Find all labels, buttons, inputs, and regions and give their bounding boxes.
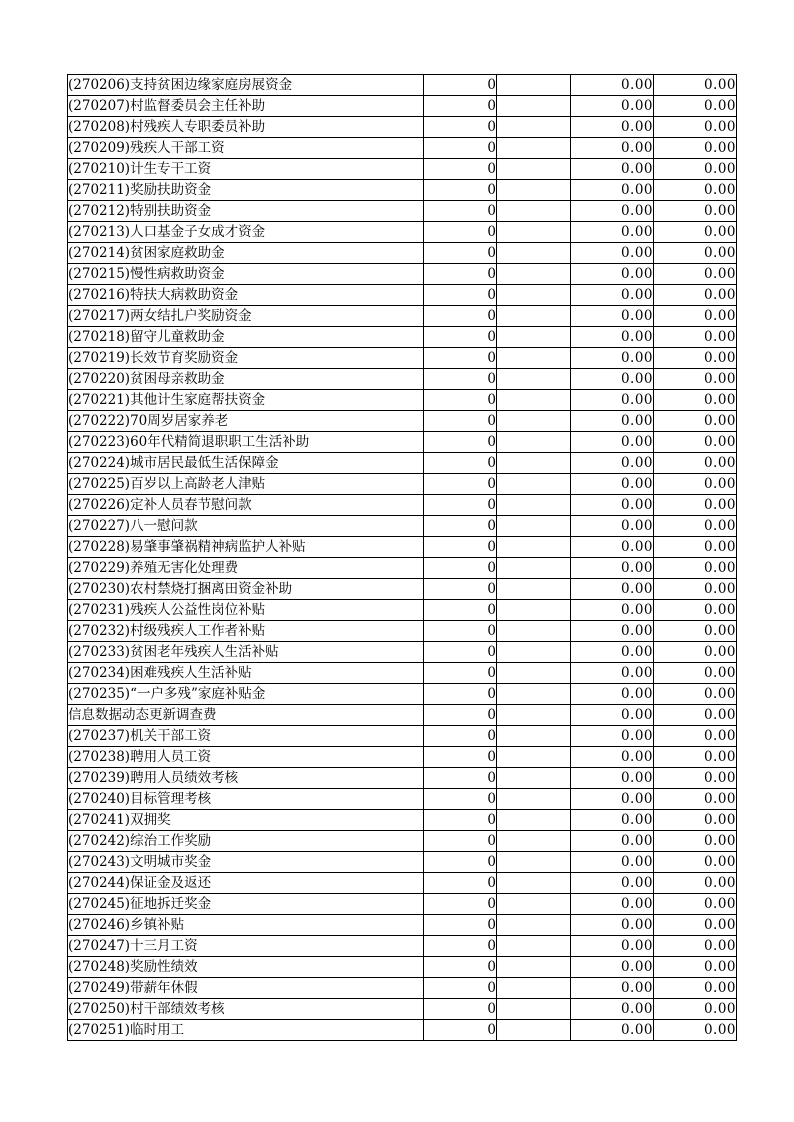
amount-cell-2: 0.00 [654, 474, 737, 495]
amount-cell-2: 0.00 [654, 138, 737, 159]
item-name-cell: (270241)双拥奖 [68, 810, 424, 831]
count-cell: 0 [424, 852, 497, 873]
item-name-cell: (270225)百岁以上高龄老人津贴 [68, 474, 424, 495]
blank-cell [497, 453, 571, 474]
count-cell: 0 [424, 222, 497, 243]
amount-cell: 0.00 [571, 726, 654, 747]
amount-cell: 0.00 [571, 117, 654, 138]
amount-cell-2: 0.00 [654, 243, 737, 264]
item-name-cell: (270251)临时用工 [68, 1020, 424, 1041]
count-cell: 0 [424, 873, 497, 894]
amount-cell-2: 0.00 [654, 117, 737, 138]
amount-cell: 0.00 [571, 201, 654, 222]
table-row [68, 579, 737, 600]
table-row [68, 1020, 737, 1041]
table-row [68, 663, 737, 684]
amount-cell: 0.00 [571, 516, 654, 537]
table-row [68, 684, 737, 705]
table-row [68, 243, 737, 264]
table-row [68, 747, 737, 768]
count-cell: 0 [424, 768, 497, 789]
blank-cell [497, 306, 571, 327]
amount-cell: 0.00 [571, 537, 654, 558]
table-row [68, 537, 737, 558]
table-row [68, 453, 737, 474]
budget-table [67, 74, 737, 1041]
item-name-cell: (270212)特别扶助资金 [68, 201, 424, 222]
amount-cell: 0.00 [571, 558, 654, 579]
count-cell: 0 [424, 306, 497, 327]
item-name-cell: (270227)八一慰问款 [68, 516, 424, 537]
amount-cell-2: 0.00 [654, 726, 737, 747]
blank-cell [497, 96, 571, 117]
amount-cell: 0.00 [571, 75, 654, 96]
count-cell: 0 [424, 243, 497, 264]
item-name-cell: (270235)“一户多残”家庭补贴金 [68, 684, 424, 705]
amount-cell-2: 0.00 [654, 495, 737, 516]
amount-cell-2: 0.00 [654, 75, 737, 96]
count-cell: 0 [424, 957, 497, 978]
count-cell: 0 [424, 831, 497, 852]
amount-cell-2: 0.00 [654, 264, 737, 285]
table-row [68, 138, 737, 159]
amount-cell: 0.00 [571, 936, 654, 957]
count-cell: 0 [424, 621, 497, 642]
blank-cell [497, 516, 571, 537]
amount-cell: 0.00 [571, 810, 654, 831]
amount-cell-2: 0.00 [654, 306, 737, 327]
count-cell: 0 [424, 789, 497, 810]
blank-cell [497, 495, 571, 516]
item-name-cell: (270249)带薪年休假 [68, 978, 424, 999]
item-name-cell: (270214)贫困家庭救助金 [68, 243, 424, 264]
amount-cell-2: 0.00 [654, 978, 737, 999]
amount-cell: 0.00 [571, 600, 654, 621]
item-name-cell: (270211)奖励扶助资金 [68, 180, 424, 201]
count-cell: 0 [424, 138, 497, 159]
amount-cell: 0.00 [571, 957, 654, 978]
table-row [68, 369, 737, 390]
amount-cell: 0.00 [571, 789, 654, 810]
count-cell: 0 [424, 663, 497, 684]
item-name-cell: (270217)两女结扎户奖励资金 [68, 306, 424, 327]
amount-cell: 0.00 [571, 852, 654, 873]
amount-cell: 0.00 [571, 894, 654, 915]
item-name-cell: (270232)村级残疾人工作者补贴 [68, 621, 424, 642]
amount-cell-2: 0.00 [654, 222, 737, 243]
amount-cell-2: 0.00 [654, 516, 737, 537]
blank-cell [497, 285, 571, 306]
item-name-cell: (270239)聘用人员绩效考核 [68, 768, 424, 789]
blank-cell [497, 264, 571, 285]
table-row [68, 789, 737, 810]
table-row [68, 327, 737, 348]
table-row [68, 432, 737, 453]
table-row [68, 159, 737, 180]
table-row [68, 117, 737, 138]
table-row [68, 516, 737, 537]
amount-cell-2: 0.00 [654, 159, 737, 180]
amount-cell: 0.00 [571, 159, 654, 180]
count-cell: 0 [424, 96, 497, 117]
count-cell: 0 [424, 453, 497, 474]
count-cell: 0 [424, 180, 497, 201]
amount-cell: 0.00 [571, 138, 654, 159]
item-name-cell: (270208)村残疾人专职委员补助 [68, 117, 424, 138]
table-row [68, 474, 737, 495]
amount-cell: 0.00 [571, 999, 654, 1020]
amount-cell-2: 0.00 [654, 201, 737, 222]
amount-cell-2: 0.00 [654, 453, 737, 474]
amount-cell-2: 0.00 [654, 999, 737, 1020]
blank-cell [497, 915, 571, 936]
count-cell: 0 [424, 264, 497, 285]
count-cell: 0 [424, 516, 497, 537]
amount-cell: 0.00 [571, 306, 654, 327]
item-name-cell: (270218)留守儿童救助金 [68, 327, 424, 348]
count-cell: 0 [424, 432, 497, 453]
blank-cell [497, 768, 571, 789]
blank-cell [497, 327, 571, 348]
item-name-cell: (270245)征地拆迁奖金 [68, 894, 424, 915]
amount-cell-2: 0.00 [654, 789, 737, 810]
blank-cell [497, 831, 571, 852]
amount-cell: 0.00 [571, 831, 654, 852]
amount-cell: 0.00 [571, 285, 654, 306]
count-cell: 0 [424, 474, 497, 495]
table-row [68, 495, 737, 516]
item-name-cell: 信息数据动态更新调查费 [68, 705, 424, 726]
count-cell: 0 [424, 999, 497, 1020]
amount-cell-2: 0.00 [654, 810, 737, 831]
blank-cell [497, 201, 571, 222]
item-name-cell: (270228)易肇事肇祸精神病监护人补贴 [68, 537, 424, 558]
blank-cell [497, 852, 571, 873]
table-row [68, 810, 737, 831]
item-name-cell: (270237)机关干部工资 [68, 726, 424, 747]
amount-cell: 0.00 [571, 474, 654, 495]
blank-cell [497, 705, 571, 726]
count-cell: 0 [424, 747, 497, 768]
count-cell: 0 [424, 117, 497, 138]
amount-cell-2: 0.00 [654, 936, 737, 957]
item-name-cell: (270219)长效节育奖励资金 [68, 348, 424, 369]
blank-cell [497, 936, 571, 957]
blank-cell [497, 621, 571, 642]
blank-cell [497, 726, 571, 747]
item-name-cell: (270229)养殖无害化处理费 [68, 558, 424, 579]
table-row [68, 894, 737, 915]
count-cell: 0 [424, 726, 497, 747]
blank-cell [497, 222, 571, 243]
blank-cell [497, 390, 571, 411]
item-name-cell: (270213)人口基金子女成才资金 [68, 222, 424, 243]
count-cell: 0 [424, 894, 497, 915]
count-cell: 0 [424, 915, 497, 936]
table-row [68, 411, 737, 432]
blank-cell [497, 1020, 571, 1041]
count-cell: 0 [424, 369, 497, 390]
item-name-cell: (270238)聘用人员工资 [68, 747, 424, 768]
item-name-cell: (270206)支持贫困边缘家庭房展资金 [68, 75, 424, 96]
blank-cell [497, 684, 571, 705]
item-name-cell: (270234)困难残疾人生活补贴 [68, 663, 424, 684]
item-name-cell: (270209)残疾人干部工资 [68, 138, 424, 159]
amount-cell: 0.00 [571, 369, 654, 390]
table-row [68, 348, 737, 369]
blank-cell [497, 957, 571, 978]
amount-cell: 0.00 [571, 579, 654, 600]
table-row [68, 936, 737, 957]
table-row [68, 642, 737, 663]
blank-cell [497, 894, 571, 915]
amount-cell-2: 0.00 [654, 852, 737, 873]
item-name-cell: (270215)慢性病救助资金 [68, 264, 424, 285]
count-cell: 0 [424, 558, 497, 579]
table-row [68, 390, 737, 411]
amount-cell-2: 0.00 [654, 558, 737, 579]
blank-cell [497, 117, 571, 138]
table-row [68, 75, 737, 96]
blank-cell [497, 579, 571, 600]
table-row [68, 852, 737, 873]
count-cell: 0 [424, 285, 497, 306]
count-cell: 0 [424, 390, 497, 411]
table-row [68, 705, 737, 726]
amount-cell: 0.00 [571, 432, 654, 453]
table-row [68, 600, 737, 621]
count-cell: 0 [424, 579, 497, 600]
amount-cell: 0.00 [571, 180, 654, 201]
count-cell: 0 [424, 495, 497, 516]
item-name-cell: (270240)目标管理考核 [68, 789, 424, 810]
blank-cell [497, 978, 571, 999]
amount-cell: 0.00 [571, 978, 654, 999]
table-row [68, 621, 737, 642]
amount-cell-2: 0.00 [654, 348, 737, 369]
amount-cell-2: 0.00 [654, 873, 737, 894]
table-row [68, 222, 737, 243]
blank-cell [497, 600, 571, 621]
blank-cell [497, 663, 571, 684]
table-row [68, 999, 737, 1020]
table-row [68, 201, 737, 222]
table-row [68, 285, 737, 306]
table-row [68, 978, 737, 999]
blank-cell [497, 642, 571, 663]
blank-cell [497, 474, 571, 495]
amount-cell: 0.00 [571, 348, 654, 369]
amount-cell-2: 0.00 [654, 768, 737, 789]
amount-cell: 0.00 [571, 621, 654, 642]
item-name-cell: (270224)城市居民最低生活保障金 [68, 453, 424, 474]
amount-cell-2: 0.00 [654, 915, 737, 936]
amount-cell: 0.00 [571, 873, 654, 894]
table-row [68, 873, 737, 894]
blank-cell [497, 180, 571, 201]
amount-cell-2: 0.00 [654, 705, 737, 726]
amount-cell-2: 0.00 [654, 957, 737, 978]
amount-cell: 0.00 [571, 390, 654, 411]
item-name-cell: (270221)其他计生家庭帮扶资金 [68, 390, 424, 411]
table-body [68, 75, 737, 1041]
amount-cell-2: 0.00 [654, 180, 737, 201]
count-cell: 0 [424, 201, 497, 222]
count-cell: 0 [424, 600, 497, 621]
item-name-cell: (270248)奖励性绩效 [68, 957, 424, 978]
table-row [68, 180, 737, 201]
amount-cell-2: 0.00 [654, 894, 737, 915]
table-row [68, 957, 737, 978]
blank-cell [497, 75, 571, 96]
item-name-cell: (270222)70周岁居家养老 [68, 411, 424, 432]
amount-cell-2: 0.00 [654, 642, 737, 663]
blank-cell [497, 873, 571, 894]
count-cell: 0 [424, 978, 497, 999]
amount-cell: 0.00 [571, 684, 654, 705]
table-row [68, 726, 737, 747]
item-name-cell: (270210)计生专干工资 [68, 159, 424, 180]
blank-cell [497, 747, 571, 768]
blank-cell [497, 999, 571, 1020]
amount-cell-2: 0.00 [654, 831, 737, 852]
amount-cell: 0.00 [571, 747, 654, 768]
count-cell: 0 [424, 537, 497, 558]
count-cell: 0 [424, 810, 497, 831]
blank-cell [497, 810, 571, 831]
count-cell: 0 [424, 411, 497, 432]
item-name-cell: (270242)综治工作奖励 [68, 831, 424, 852]
blank-cell [497, 138, 571, 159]
blank-cell [497, 432, 571, 453]
count-cell: 0 [424, 642, 497, 663]
item-name-cell: (270243)文明城市奖金 [68, 852, 424, 873]
blank-cell [497, 537, 571, 558]
count-cell: 0 [424, 684, 497, 705]
item-name-cell: (270247)十三月工资 [68, 936, 424, 957]
amount-cell: 0.00 [571, 915, 654, 936]
blank-cell [497, 558, 571, 579]
amount-cell: 0.00 [571, 663, 654, 684]
count-cell: 0 [424, 75, 497, 96]
table-row [68, 558, 737, 579]
blank-cell [497, 369, 571, 390]
amount-cell-2: 0.00 [654, 327, 737, 348]
table-row [68, 915, 737, 936]
amount-cell-2: 0.00 [654, 1020, 737, 1041]
item-name-cell: (270246)乡镇补贴 [68, 915, 424, 936]
item-name-cell: (270230)农村禁烧打捆离田资金补助 [68, 579, 424, 600]
amount-cell-2: 0.00 [654, 663, 737, 684]
amount-cell-2: 0.00 [654, 285, 737, 306]
amount-cell: 0.00 [571, 327, 654, 348]
table-row [68, 264, 737, 285]
amount-cell-2: 0.00 [654, 537, 737, 558]
item-name-cell: (270244)保证金及返还 [68, 873, 424, 894]
amount-cell-2: 0.00 [654, 600, 737, 621]
table-row [68, 96, 737, 117]
blank-cell [497, 348, 571, 369]
amount-cell: 0.00 [571, 411, 654, 432]
blank-cell [497, 789, 571, 810]
amount-cell: 0.00 [571, 243, 654, 264]
amount-cell-2: 0.00 [654, 747, 737, 768]
amount-cell-2: 0.00 [654, 369, 737, 390]
amount-cell: 0.00 [571, 453, 654, 474]
amount-cell: 0.00 [571, 642, 654, 663]
blank-cell [497, 411, 571, 432]
amount-cell: 0.00 [571, 768, 654, 789]
count-cell: 0 [424, 348, 497, 369]
blank-cell [497, 159, 571, 180]
amount-cell: 0.00 [571, 495, 654, 516]
table-row [68, 306, 737, 327]
count-cell: 0 [424, 936, 497, 957]
item-name-cell: (270216)特扶大病救助资金 [68, 285, 424, 306]
amount-cell: 0.00 [571, 96, 654, 117]
item-name-cell: (270220)贫困母亲救助金 [68, 369, 424, 390]
count-cell: 0 [424, 159, 497, 180]
amount-cell-2: 0.00 [654, 684, 737, 705]
table-row [68, 768, 737, 789]
item-name-cell: (270223)60年代精简退职职工生活补助 [68, 432, 424, 453]
amount-cell: 0.00 [571, 705, 654, 726]
amount-cell: 0.00 [571, 222, 654, 243]
amount-cell-2: 0.00 [654, 621, 737, 642]
amount-cell: 0.00 [571, 1020, 654, 1041]
amount-cell: 0.00 [571, 264, 654, 285]
count-cell: 0 [424, 1020, 497, 1041]
item-name-cell: (270226)定补人员春节慰问款 [68, 495, 424, 516]
amount-cell-2: 0.00 [654, 579, 737, 600]
item-name-cell: (270207)村监督委员会主任补助 [68, 96, 424, 117]
amount-cell-2: 0.00 [654, 96, 737, 117]
amount-cell-2: 0.00 [654, 411, 737, 432]
blank-cell [497, 243, 571, 264]
count-cell: 0 [424, 327, 497, 348]
item-name-cell: (270233)贫困老年残疾人生活补贴 [68, 642, 424, 663]
table-row [68, 831, 737, 852]
item-name-cell: (270231)残疾人公益性岗位补贴 [68, 600, 424, 621]
amount-cell-2: 0.00 [654, 432, 737, 453]
count-cell: 0 [424, 705, 497, 726]
item-name-cell: (270250)村干部绩效考核 [68, 999, 424, 1020]
amount-cell-2: 0.00 [654, 390, 737, 411]
